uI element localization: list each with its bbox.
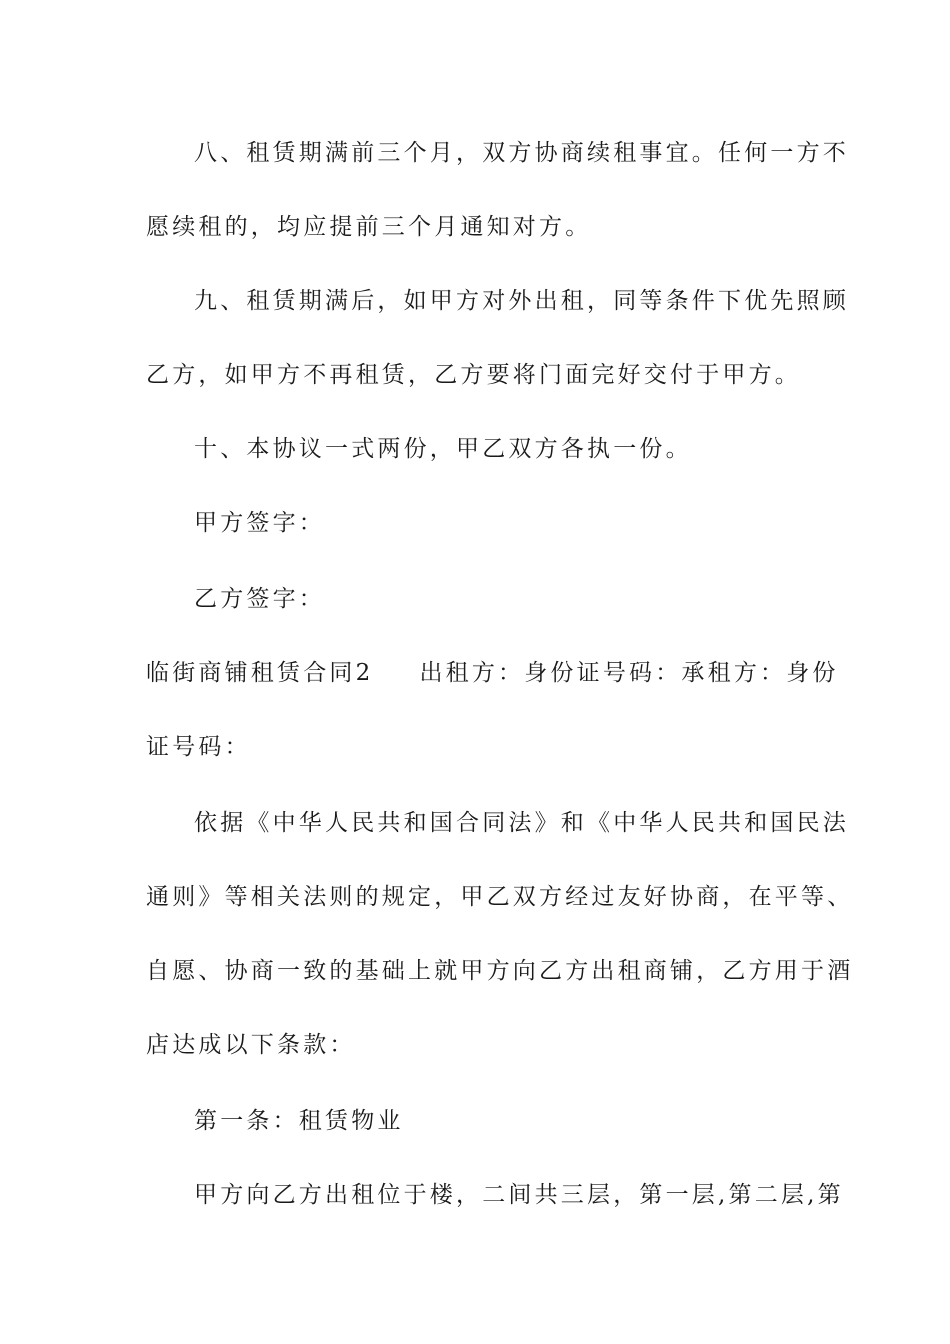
clause-9-line-1: 九、租赁期满后，如甲方对外出租，同等条件下优先照顾 xyxy=(194,288,849,314)
clause-8-line-1: 八、租赁期满前三个月，双方协商续租事宜。任何一方不 xyxy=(194,140,849,166)
article-1-heading: 第一条：租赁物业 xyxy=(194,1108,404,1134)
clause-8-line-2: 愿续租的，均应提前三个月通知对方。 xyxy=(146,214,592,240)
preamble-line-4: 店达成以下条款： xyxy=(146,1032,356,1058)
clause-10: 十、本协议一式两份，甲乙双方各执一份。 xyxy=(194,436,692,462)
contract-parties: 出租方：身份证号码：承租方：身份 xyxy=(419,660,839,686)
preamble-line-1: 依据《中华人民共和国合同法》和《中华人民共和国民法 xyxy=(194,810,849,836)
contract-title: 临街商铺租赁合同2 xyxy=(146,660,374,686)
article-1-body-line-1: 甲方向乙方出租位于楼，二间共三层，第一层,第二层,第 xyxy=(194,1182,844,1208)
contract-parties-continued: 证号码： xyxy=(146,734,251,760)
party-b-signature: 乙方签字： xyxy=(194,586,325,612)
contract-heading-line xyxy=(146,658,839,688)
party-a-signature: 甲方签字： xyxy=(194,510,325,536)
clause-9-line-2: 乙方，如甲方不再租赁，乙方要将门面完好交付于甲方。 xyxy=(146,362,801,388)
preamble-line-2: 通则》等相关法则的规定，甲乙双方经过友好协商，在平等、 xyxy=(146,884,854,910)
preamble-line-3: 自愿、协商一致的基础上就甲方向乙方出租商铺，乙方用于酒 xyxy=(146,958,854,984)
